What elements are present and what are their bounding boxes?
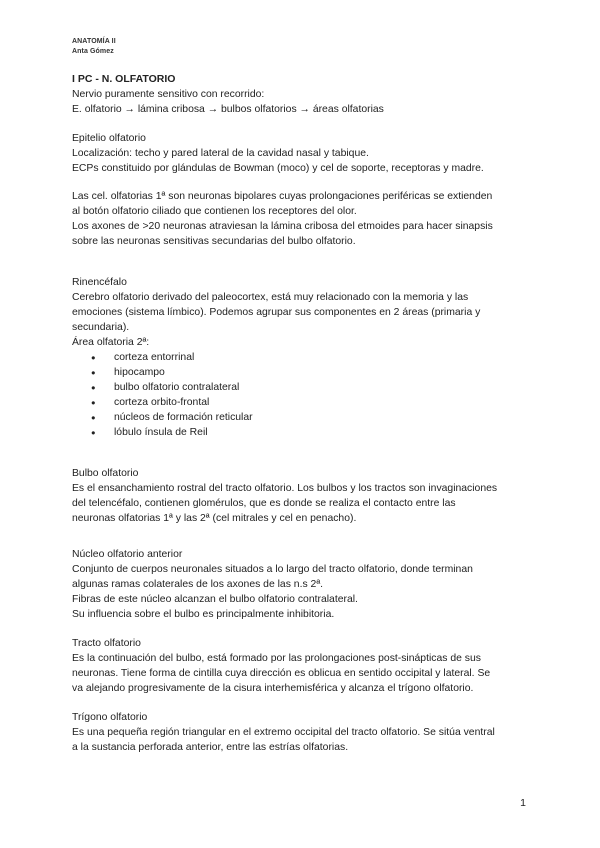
paragraph-line: Conjunto de cuerpos neuronales situados a lo largo del tracto olfatorio, donde terminan — [72, 564, 473, 575]
paragraph-line: algunas ramas colaterales de los axones de las n.s 2ª. — [72, 579, 324, 590]
intro-line: E. olfatorio → lámina cribosa → bulbos olfatorios → áreas olfatorias — [72, 104, 384, 115]
paragraph-line: Es una pequeña región triangular en el extremo occipital del tracto olfatorio. Se sitúa ventral — [72, 727, 495, 738]
document-header — [72, 37, 116, 57]
intro-line: Nervio puramente sensitivo con recorrido: — [72, 89, 265, 100]
list-item: ● corteza orbito-frontal — [91, 395, 532, 410]
paragraph-line: Es la continuación del bulbo, está formado por las prolongaciones post-sinápticas de sus — [72, 653, 481, 664]
header-author: Anta Gómez — [72, 48, 114, 55]
paragraph-line: Su influencia sobre el bulbo es principalmente inhibitoria. — [72, 609, 335, 620]
section-heading: Trígono olfatorio — [72, 712, 148, 723]
document-title: I PC - N. OLFATORIO — [72, 73, 176, 85]
section-heading: Núcleo olfatorio anterior — [72, 549, 183, 560]
section-rinencefalo — [72, 275, 532, 440]
paragraph-line: neuronas. Tiene forma de cintilla cuya dirección es oblicua en sentido occipital y lateral. Se — [72, 668, 491, 679]
paragraph-line: Cerebro olfatorio derivado del paleocortex, está muy relacionado con la memoria y las — [72, 292, 469, 303]
section-heading: Rinencéfalo — [72, 277, 127, 288]
section-nucleo — [72, 547, 532, 622]
paragraph-line: al botón olfatorio ciliado que contienen los receptores del olor. — [72, 206, 357, 217]
paragraph-line: Localización: techo y pared lateral de la cavidad nasal y tabique. — [72, 148, 369, 159]
paragraph-line: neuronas olfatorias 1ª y las 2ª (cel mitrales y cel en penacho). — [72, 513, 357, 524]
section-heading: Epitelio olfatorio — [72, 133, 146, 144]
list-item: ● núcleos de formación reticular — [91, 410, 532, 425]
header-course: ANATOMÍA II — [72, 38, 116, 45]
paragraph-line: secundaria). — [72, 322, 130, 333]
paragraph-line: sobre las neuronas sensitivas secundarias del bulbo olfatorio. — [72, 236, 356, 247]
area-list — [72, 350, 532, 440]
list-item: ● corteza entorrinal — [91, 350, 532, 365]
paragraph-line: Es el ensanchamiento rostral del tracto olfatorio. Los bulbos y los tractos son invaginaciones — [72, 483, 498, 494]
paragraph-line: va alejando progresivamente de la cisura interhemisférica y alcanza el trígono olfatorio. — [72, 683, 474, 694]
list-item: ● bulbo olfatorio contralateral — [91, 380, 532, 395]
page-number: 1 — [520, 797, 526, 809]
area-label: Área olfatoria 2ª: — [72, 337, 150, 348]
document-body — [72, 72, 532, 755]
paragraph-line: Fibras de este núcleo alcanzan el bulbo olfatorio contralateral. — [72, 594, 358, 605]
section-heading: Bulbo olfatorio — [72, 468, 139, 479]
list-item: ● hipocampo — [91, 365, 532, 380]
paragraph-line: ECPs constituido por glándulas de Bowman (moco) y cel de soporte, receptoras y madre. — [72, 163, 484, 174]
paragraph-line: del telencéfalo, contienen glomérulos, que es donde se realiza el contacto entre las — [72, 498, 456, 509]
section-bulbo — [72, 466, 532, 526]
paragraph-line: a la sustancia perforada anterior, entre las estrías olfatorias. — [72, 742, 349, 753]
section-heading: Tracto olfatorio — [72, 638, 141, 649]
section-epitelio — [72, 131, 532, 249]
paragraph-line: Las cel. olfatorias 1ª son neuronas bipolares cuyas prolongaciones periféricas se extienden — [72, 191, 493, 202]
section-tracto — [72, 636, 532, 696]
paragraph-line: Los axones de >20 neuronas atraviesan la lámina cribosa del etmoides para hacer sinapsis — [72, 221, 493, 232]
section-trigono — [72, 710, 532, 755]
list-item: ● lóbulo ínsula de Reil — [91, 425, 532, 440]
paragraph-line: emociones (sistema límbico). Podemos agrupar sus componentes en 2 áreas (primaria y — [72, 307, 481, 318]
